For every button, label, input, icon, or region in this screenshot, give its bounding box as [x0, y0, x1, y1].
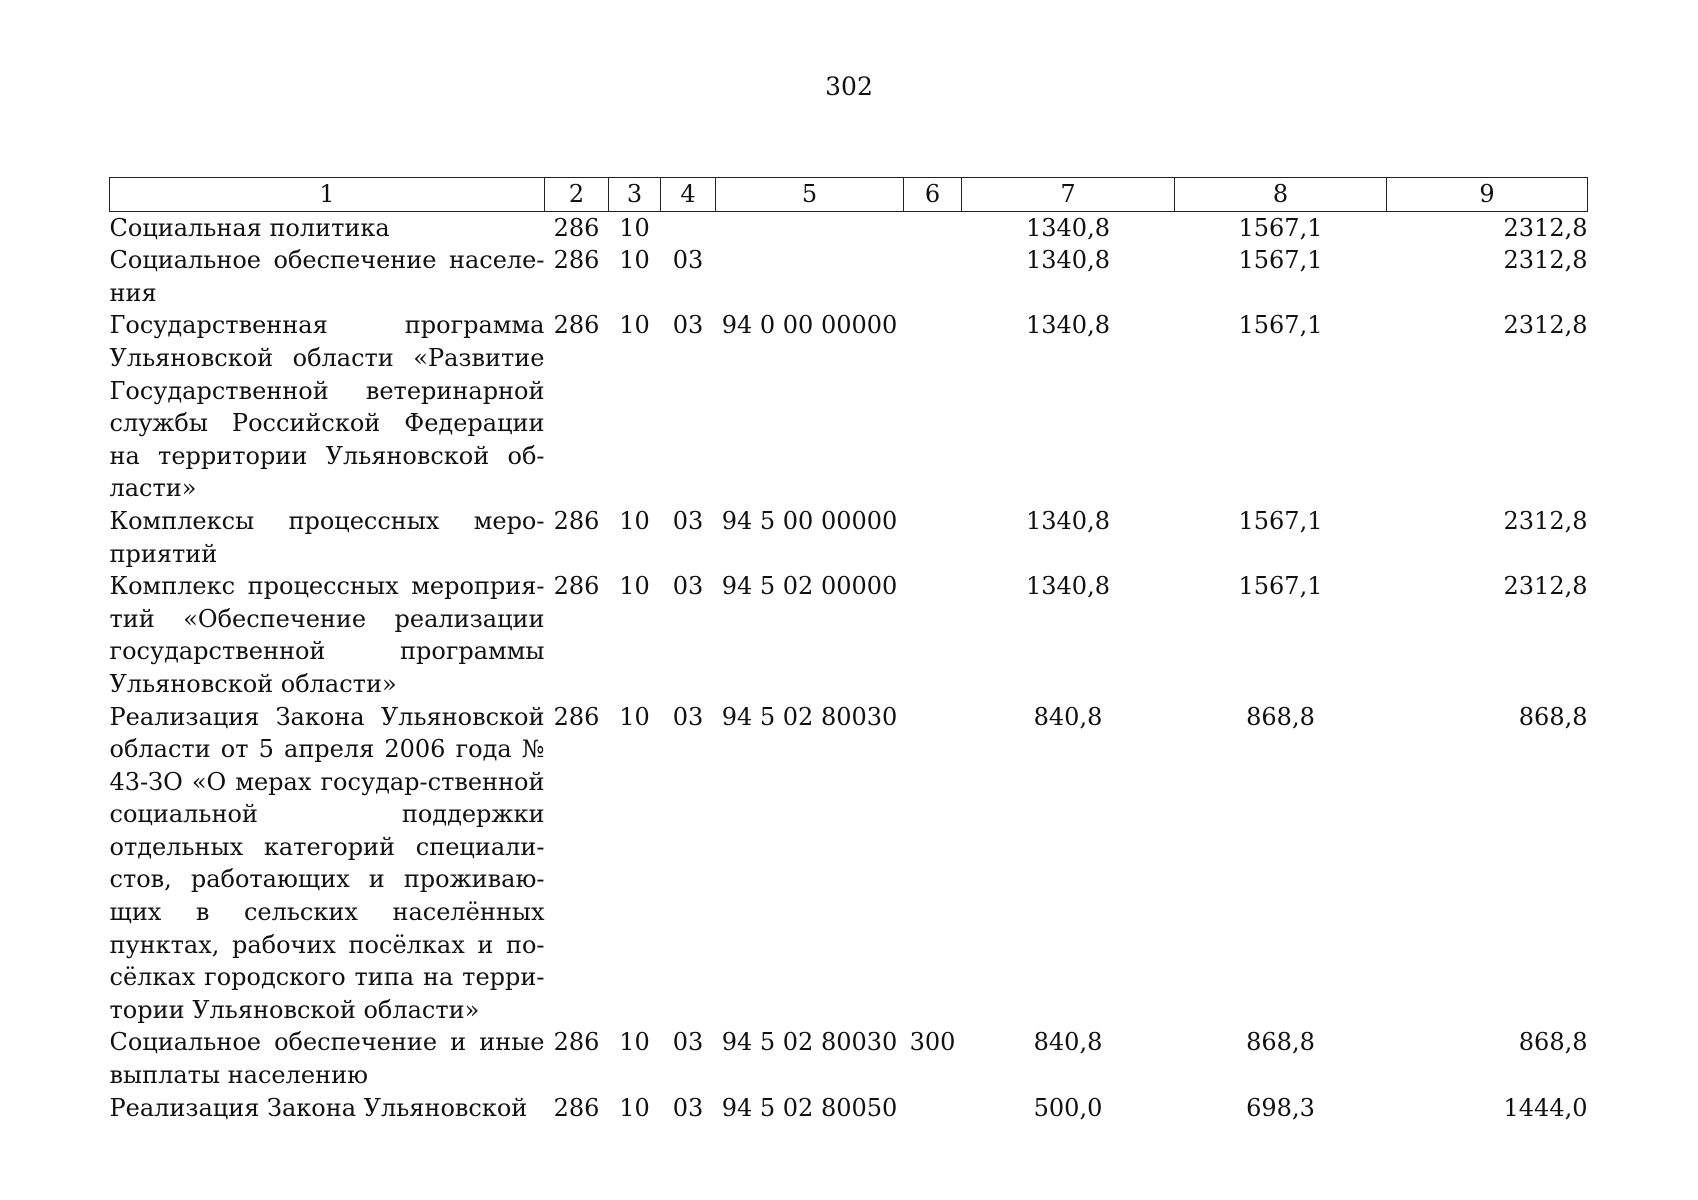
column-header: 7: [962, 178, 1175, 212]
cell-section-code: 10: [619, 1093, 650, 1122]
cell-expense-type: [904, 309, 962, 505]
cell-target-article: 94 5 02 80030: [721, 702, 898, 731]
cell-section-code: 10: [619, 1028, 650, 1057]
cell-target-article: 94 5 02 80030: [721, 1028, 898, 1057]
cell-amount-col8: 698,3: [1246, 1093, 1315, 1122]
cell-section-code: 10: [619, 246, 650, 275]
table-row: [110, 1092, 1588, 1125]
cell-amount-col7: 840,8: [1033, 1028, 1103, 1057]
cell-amount-col8: 1567,1: [1238, 213, 1323, 242]
table-row: [110, 244, 1588, 309]
cell-amount-col9: 868,8: [1518, 1028, 1588, 1057]
row-name: Реализация Закона Ульяновской области от 5 апреля 2006 года № 43-ЗО «О мерах государ-ственной социальной поддержки отдельных категорий специали-стов, работающих и проживаю-щих в сельских населённых пунктах, рабочих посёлках и по-сёлках городского типа на терри-тории Ульяновской области»: [109, 702, 545, 1024]
column-header: 8: [1175, 178, 1387, 212]
cell-amount-col7: 1340,8: [1026, 213, 1110, 242]
column-header: 6: [904, 178, 962, 212]
cell-amount-col9: 2312,8: [1503, 311, 1588, 340]
row-name: Комплекс процессных мероприя-тий «Обеспечение реализации государственной программы Ульяновской области»: [109, 572, 545, 698]
cell-amount-col7: 1340,8: [1026, 572, 1110, 601]
cell-subsection-code: [661, 211, 716, 244]
column-header: 2: [545, 178, 609, 212]
cell-amount-col8: 868,8: [1246, 1028, 1315, 1057]
cell-amount-col9: 2312,8: [1503, 213, 1588, 242]
cell-section-code: 10: [619, 572, 650, 601]
cell-ministry-code: 286: [553, 246, 600, 275]
cell-amount-col8: 1567,1: [1238, 572, 1323, 601]
cell-amount-col9: 868,8: [1518, 702, 1588, 731]
cell-subsection-code: 03: [672, 311, 704, 340]
cell-amount-col7: 1340,8: [1026, 506, 1110, 535]
cell-section-code: 10: [619, 311, 650, 340]
column-header: 1: [110, 178, 545, 212]
table-row: [110, 701, 1588, 1027]
row-name: Комплексы процессных меро-приятий: [109, 506, 545, 568]
table-row: [110, 505, 1588, 570]
cell-expense-type: [904, 570, 962, 700]
cell-amount-col8: 1567,1: [1238, 246, 1323, 275]
cell-amount-col7: 500,0: [1033, 1093, 1103, 1122]
cell-amount-col7: 840,8: [1033, 702, 1103, 731]
row-name: Социальная политика: [109, 213, 390, 242]
cell-subsection-code: 03: [672, 1093, 704, 1122]
cell-ministry-code: 286: [553, 506, 600, 535]
cell-amount-col9: 2312,8: [1503, 246, 1588, 275]
table-header: [110, 178, 1588, 212]
cell-expense-type: [904, 505, 962, 570]
row-name: Реализация Закона Ульяновской: [109, 1093, 528, 1122]
cell-subsection-code: 03: [672, 572, 704, 601]
cell-amount-col9: 1444,0: [1503, 1093, 1588, 1122]
cell-amount-col7: 1340,8: [1026, 246, 1110, 275]
cell-amount-col8: 868,8: [1246, 702, 1315, 731]
cell-section-code: 10: [619, 213, 650, 242]
table-body: [110, 211, 1588, 1124]
column-header: 3: [609, 178, 661, 212]
cell-expense-type: [904, 211, 962, 244]
table-row: [110, 309, 1588, 505]
cell-target-article: 94 5 00 00000: [721, 506, 898, 535]
cell-expense-type: [904, 1092, 962, 1125]
cell-section-code: 10: [619, 506, 650, 535]
table-row: [110, 570, 1588, 700]
cell-target-article: 94 5 02 80050: [721, 1093, 898, 1122]
cell-target-article: [716, 244, 904, 309]
cell-ministry-code: 286: [553, 213, 600, 242]
cell-amount-col8: 1567,1: [1238, 506, 1323, 535]
cell-section-code: 10: [619, 702, 650, 731]
cell-subsection-code: 03: [672, 246, 704, 275]
row-name: Социальное обеспечение населе-ния: [109, 246, 545, 307]
cell-expense-type: [904, 701, 962, 1027]
column-header: 5: [716, 178, 904, 212]
cell-target-article: [716, 211, 904, 244]
row-name: Государственная программа Ульяновской области «Развитие Государственной ветеринарной службы Российской Федерации на территории Ульяновской об-ласти»: [109, 311, 545, 503]
cell-ministry-code: 286: [553, 1028, 600, 1057]
cell-ministry-code: 286: [553, 702, 600, 731]
cell-amount-col8: 1567,1: [1238, 311, 1323, 340]
cell-expense-type: [904, 244, 962, 309]
row-name: Социальное обеспечение и иные выплаты населению: [109, 1028, 545, 1090]
cell-subsection-code: 03: [672, 1028, 704, 1057]
cell-target-article: 94 5 02 00000: [721, 572, 898, 601]
budget-table: [109, 177, 1588, 1124]
cell-amount-col9: 2312,8: [1503, 572, 1588, 601]
cell-target-article: 94 0 00 00000: [721, 311, 898, 340]
column-header: 9: [1387, 178, 1588, 212]
cell-amount-col9: 2312,8: [1503, 506, 1588, 535]
cell-subsection-code: 03: [672, 506, 704, 535]
page-number: 302: [825, 72, 873, 101]
column-header: 4: [661, 178, 716, 212]
cell-ministry-code: 286: [553, 1093, 600, 1122]
cell-ministry-code: 286: [553, 572, 600, 601]
cell-amount-col7: 1340,8: [1026, 311, 1110, 340]
table-row: [110, 1026, 1588, 1091]
header-row: [110, 178, 1588, 212]
cell-subsection-code: 03: [672, 702, 704, 731]
cell-expense-type: 300: [909, 1028, 956, 1057]
cell-ministry-code: 286: [553, 311, 600, 340]
table-row: [110, 211, 1588, 244]
